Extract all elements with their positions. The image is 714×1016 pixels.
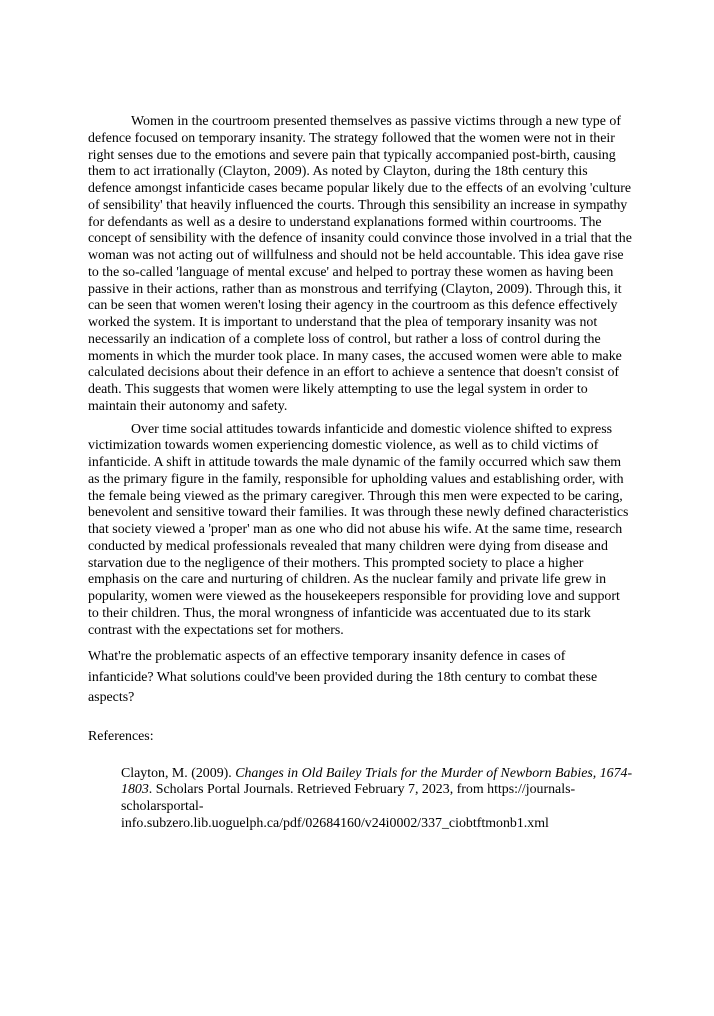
reference-author-year: Clayton, M. (2009). [121,765,232,781]
reference-url-line-3: info.subzero.lib.uoguelph.ca/pdf/02684160/v24i0002/337_ciobtftmonb1.xml [121,815,549,831]
reference-title: Changes in Old Bailey Trials for the Murder of Newborn Babies, 1674-1803 [121,765,633,798]
discussion-question: What're the problematic aspects of an effective temporary insanity defence in cases of infanticide? What solutions could've been provided during the 18th century to combat these aspects? [88,649,598,706]
body-paragraph-1: Women in the courtroom presented themselves as passive victims through a new type of defence focused on temporary insanity. The strategy followed that the women were not in their right senses due to the emotions and severe pain that typically accompanied post-birth, causing them to act irrationally (Clayton, 2009). As noted by Clayton, during the 18th century this defence amongst infanticide cases became popular likely due to the effects of an evolving 'culture of sensibility' that heavily influenced the courts. Through this sensibility an increase in sympathy for defendants as well as a desire to understand explanations formed within courtrooms. The concept of sensibility with the defence of insanity could convince those involved in a trial that the woman was not acting out of willfulness and should not be held accountable. This idea gave rise to the so-called 'language of mental excuse' and helped to portray these women as having been passive in their actions, rather than as monstrous and terrifying (Clayton, 2009). Through this, it can be seen that women weren't losing their agency in the courtroom as this defence effectively worked the system. It is important to understand that the plea of temporary insanity was not necessarily an indication of a complete loss of control, but rather a loss of control during the moments in which the murder took place. In many cases, the accused women were able to make calculated decisions about their defence in an effort to achieve a sentence that doesn't consist of death. This suggests that women were likely attempting to use the legal system in order to maintain their autonomy and safety. [88,114,632,414]
body-paragraph-2: Over time social attitudes towards infanticide and domestic violence shifted to express victimization towards women experiencing domestic violence, as well as to child victims of infanticide. A shift in attitude towards the male dynamic of the family occurred which saw them as the primary figure in the family, responsible for upholding values and establishing order, with the female being viewed as the primary caregiver. Through this men were expected to be caring, benevolent and sensitive toward their families. It was through these newly defined characteristics that society viewed a 'proper' man as one who did not abuse his wife. At the same time, research conducted by medical professionals revealed that many children were dying from disease and starvation due to the negligence of their mothers. This prompted society to place a higher emphasis on the care and nurturing of children. As the nuclear family and private life grew in popularity, women were viewed as the housekeepers responsible for providing love and support to their children. Thus, the moral wrongness of infanticide was accentuated due to its stark contrast with the expectations set for mothers. [88,421,629,638]
reference-publication-info: . Scholars Portal Journals. Retrieved February 7, 2023, from [148,782,484,798]
reference-url-line-1: https://journals- [487,782,576,798]
reference-entry [121,766,641,833]
document-body [88,114,634,833]
reference-url-line-2: scholarsportal- [121,799,204,814]
references-heading: References: [88,728,154,744]
